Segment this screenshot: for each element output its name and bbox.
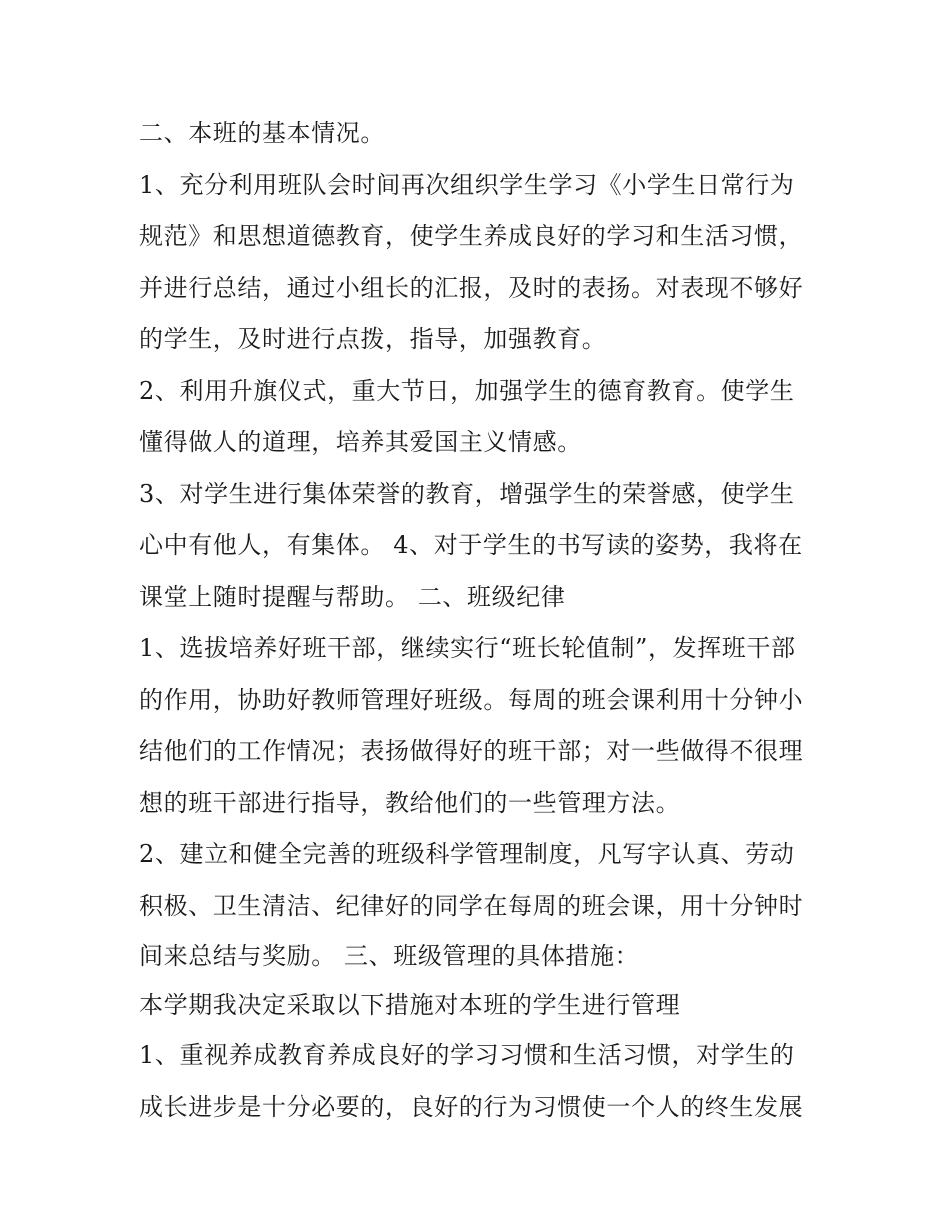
text-line-9: 心中有他人，有集体。 4、对于学生的书写读的姿势，我将在 [139,531,803,559]
text-line-6: 2、利用升旗仪式，重大节日，加强学生的德育教育。使学生 [139,376,795,405]
text-line-2: 1、充分利用班队会时间再次组织学生学习《小学生日常行为 [139,170,795,199]
text-line-16: 积极、卫生清洁、纪律好的同学在每周的班会课，用十分钟时 [139,891,804,920]
text-line-5: 的学生，及时进行点拨，指导，加强教育。 [139,325,607,353]
text-line-15: 2、建立和健全完善的班级科学管理制度，凡写字认真、劳动 [139,840,795,868]
text-line-4: 并进行总结，通过小组长的汇报，及时的表扬。对表现不够好 [139,273,804,302]
text-line-11: 1、选拔培养好班干部，继续实行“班长轮值制”，发挥班干部 [139,634,796,662]
text-line-3: 规范》和思想道德教育，使学生养成良好的学习和生活习惯， [139,222,804,250]
text-line-19: 1、重视养成教育养成良好的学习习惯和生活习惯，对学生的 [139,1041,795,1069]
text-line-17: 间来总结与奖励。 三、班级管理的具体措施： [139,942,640,970]
text-line-14: 想的班干部进行指导，教给他们的一些管理方法。 [139,788,681,817]
text-line-8: 3、对学生进行集体荣誉的教育，增强学生的荣誉感，使学生 [139,479,795,508]
text-line-20: 成长进步是十分必要的，良好的行为习惯使一个人的终生发展 [139,1092,804,1121]
text-line-7: 懂得做人的道理，培养其爱国主义情感。 [139,428,582,456]
text-line-13: 结他们的工作情况；表扬做得好的班干部；对一些做得不很理 [139,737,804,765]
text-line-1: 二、本班的基本情况。 [139,119,385,147]
text-line-18: 本学期我决定采取以下措施对本班的学生进行管理 [139,991,681,1019]
text-line-12: 的作用，协助好教师管理好班级。每周的班会课利用十分钟小 [139,685,804,714]
document-body [139,108,819,1133]
text-line-10: 课堂上随时提醒与帮助。 二、班级纪律 [139,582,566,611]
